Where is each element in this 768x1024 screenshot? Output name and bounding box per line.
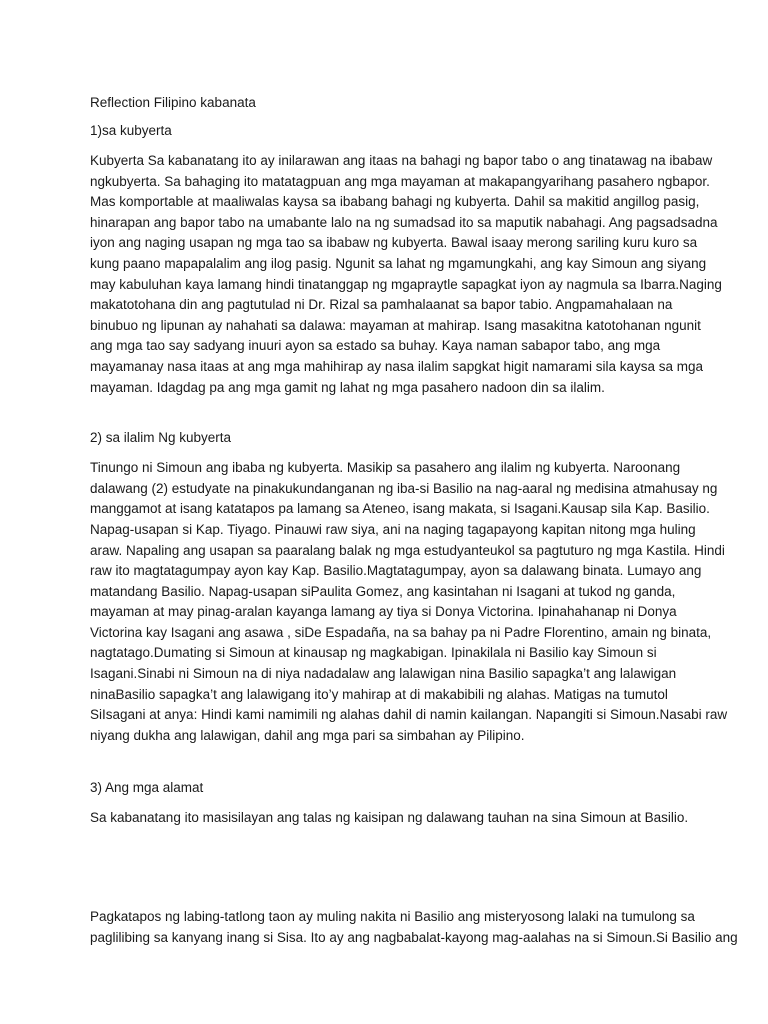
paragraph-line: dalawang (2) estudyate na pinakukundanganan ng iba-si Basilio na nag-aaral ng medisina atmahusay ng [90,480,718,496]
paragraph-line: manggamot at isang katatapos pa lamang sa Ateneo, isang makata, si Isagani.Kausap sila Kap. Basilio. [90,501,710,517]
section-paragraph-3 [90,808,690,829]
paragraph-line: mayaman at may pinag-aralan kayanga lamang ay tiya si Donya Victorina. Ipinahahanap ni Donya [90,604,677,620]
paragraph-line: SiIsagani at anya: Hindi kami namimili ng alahas dahil di namin kailangan. Napangiti si Simoun.Nasabi raw [90,707,728,723]
section-heading-2: 2) sa ilalim Ng kubyerta [90,430,232,446]
paragraph-line: Mas komportable at maaliwalas kaysa sa ibabang bahagi ng kubyerta. Dahil sa makitid angillog pasig, [90,194,700,210]
paragraph-line: Pagkatapos ng labing-tatlong taon ay muling nakita ni Basilio ang misteryosong lalaki na tumulong sa [90,909,695,925]
section-paragraph-1 [90,151,722,398]
paragraph-line: Victorina kay Isagani ang asawa , siDe Espadaña, na sa bahay pa ni Padre Florentino, amain ng binata, [90,624,712,640]
paragraph-line: Napag-usapan si Kap. Tiyago. Pinauwi raw siya, ani na naging tagapayong kapitan nitong mga huling [90,521,696,537]
paragraph-line: iyon ang naging usapan ng mga tao sa ibabaw ng kubyerta. Bawal isaay merong sariling kuru kuro sa [90,235,698,251]
paragraph-line: ninaBasilio sapagka’t ang lalawigang ito’y mahirap at di makabibili ng alahas. Matigas na tumutol [90,686,668,702]
paragraph-line: matandang Basilio. Napag-usapan siPaulita Gomez, ang kasintahan ni Isagani at tukod ng ganda, [90,583,676,599]
document-title: Reflection Filipino kabanata [90,95,256,110]
paragraph-line: Kubyerta Sa kabanatang ito ay inilarawan ang itaas na bahagi ng bapor tabo o ang tinatawag na ibabaw [90,153,713,168]
paragraph-line: ngkubyerta. Sa bahaging ito matatagpuan ang mga mayaman at makapangyarihang pasahero ngbapor. [90,173,710,189]
document-content [90,93,738,948]
paragraph-line: Sa kabanatang ito masisilayan ang talas ng kaisipan ng dalawang tauhan na sina Simoun at Basilio. [90,810,689,826]
spacer [90,398,690,428]
section-paragraph-2 [90,458,728,746]
paragraph-line: Tinungo ni Simoun ang ibaba ng kubyerta. Masikip sa pasahero ang ilalim ng kubyerta. Naroonang [90,460,681,476]
paragraph-line: niyang dukha ang lalawigan, dahil ang mga pari sa simbahan ay Pilipino. [90,727,525,743]
paragraph-line: mayamanay nasa itaas at ang mga mahihirap ay nasa ilalim sapgkat higit namarami sila kaysa sa mga [90,358,704,374]
paragraph-line: ang mga tao say sadyang inuuri ayon sa estado sa buhay. Kaya naman sabapor tabo, ang mga [90,338,661,354]
paragraph-line: nagtatago.Dumating si Simoun at kinausap ng magkabigan. Ipinakilala ni Basilio kay Simoun si [90,645,657,661]
paragraph-line: Isagani.Sinabi ni Simoun na di niya nadadalaw ang lalawigan nina Basilio sapagka’t ang lalawigan [90,666,677,682]
paragraph-line: may kabuluhan kaya lamang hindi tinatanggap ng mgapraytle sapagkat iyon ay nagmula sa Ibarra.Naging [90,276,722,292]
paragraph-line: raw ito magtatagumpay ayon kay Kap. Basilio.Magtatagumpay, ayon sa dalawang binata. Lumayo ang [90,563,702,579]
paragraph-line: araw. Napaling ang usapan sa paaralang balak ng mga estudyanteukol sa pagtuturo ng mga Kastila. Hindi [90,542,725,558]
paragraph-line: paglilibing sa kanyang inang si Sisa. Ito ay ang nagbabalat-kayong mag-aalahas na si Simoun.Si Basilio ang [90,929,738,945]
section-paragraph-4 [90,907,738,948]
section-heading-1: 1)sa kubyerta [90,123,172,138]
spacer [90,746,690,778]
paragraph-line: mayaman. Idagdag pa ang mga gamit ng lahat ng mga pasahero nadoon din sa ilalim. [90,379,605,395]
paragraph-line: makatotohana din ang pagtutulad ni Dr. Rizal sa pamhalaanat sa bapor tabio. Angpamahalaan na [90,297,673,313]
paragraph-line: hinarapan ang bapor tabo na umabante lalo na ng sumadsad ito sa maputik nabahagi. Ang pagsadsadna [90,214,718,230]
spacer [90,829,690,907]
paragraph-line: kung paano mapapalalim ang ilog pasig. Ngunit sa lahat ng mgamungkahi, ang kay Simoun ang siyang [90,255,707,271]
section-heading-3: 3) Ang mga alamat [90,780,204,796]
paragraph-line: binubuo ng lipunan ay nahahati sa dalawa: mayaman at mahirap. Isang masakitna katotohanan ngunit [90,317,701,333]
